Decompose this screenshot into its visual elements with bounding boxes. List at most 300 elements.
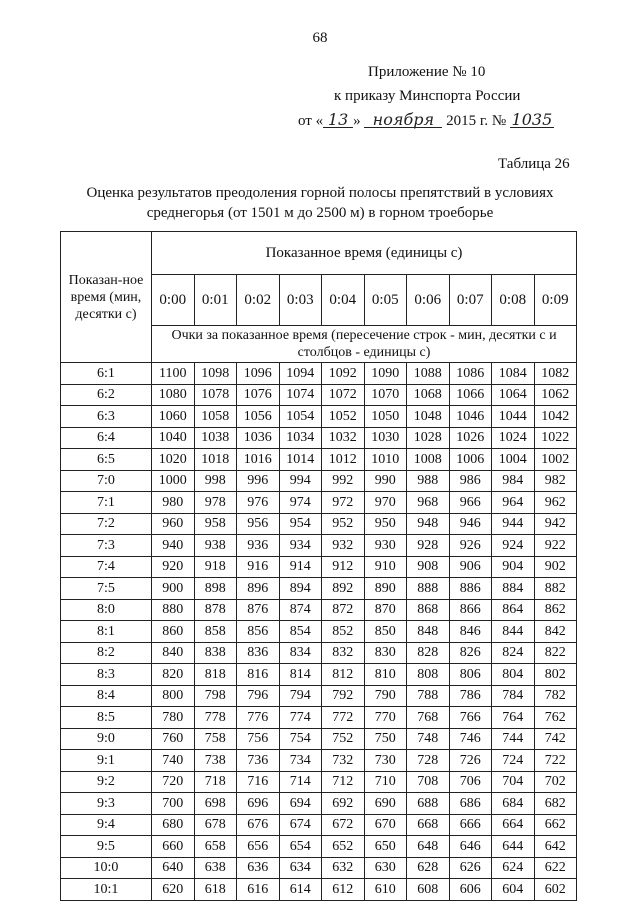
score-cell: 966 [449, 492, 492, 514]
score-cell: 1018 [194, 449, 237, 471]
score-cell: 1038 [194, 427, 237, 449]
score-cell: 806 [449, 664, 492, 686]
score-table [60, 231, 577, 901]
score-cell: 1014 [279, 449, 322, 471]
score-cell: 958 [194, 513, 237, 535]
score-cell: 816 [237, 664, 280, 686]
score-cell: 630 [364, 857, 407, 879]
score-cell: 846 [449, 621, 492, 643]
table-row [61, 406, 577, 428]
score-cell: 606 [449, 879, 492, 901]
score-cell: 1044 [492, 406, 535, 428]
score-cell: 956 [237, 513, 280, 535]
score-cell: 960 [152, 513, 195, 535]
score-cell: 820 [152, 664, 195, 686]
score-cell: 634 [279, 857, 322, 879]
score-cell: 804 [492, 664, 535, 686]
row-time-cell: 6:5 [61, 449, 152, 471]
score-cell: 862 [534, 599, 577, 621]
score-cell: 850 [364, 621, 407, 643]
score-cell: 740 [152, 750, 195, 772]
score-cell: 922 [534, 535, 577, 557]
table-row [61, 363, 577, 385]
table-row [61, 384, 577, 406]
score-cell: 656 [237, 836, 280, 858]
score-cell: 824 [492, 642, 535, 664]
row-time-cell: 7:5 [61, 578, 152, 600]
score-cell: 808 [407, 664, 450, 686]
table-label: Таблица 26 [498, 156, 570, 172]
score-cell: 1072 [322, 384, 365, 406]
score-cell: 984 [492, 470, 535, 492]
score-cell: 638 [194, 857, 237, 879]
score-cell: 822 [534, 642, 577, 664]
score-cell: 720 [152, 771, 195, 793]
score-cell: 890 [364, 578, 407, 600]
score-cell: 614 [279, 879, 322, 901]
score-cell: 912 [322, 556, 365, 578]
table-row [61, 492, 577, 514]
table-row [61, 836, 577, 858]
score-cell: 988 [407, 470, 450, 492]
row-time-cell: 6:1 [61, 363, 152, 385]
score-cell: 636 [237, 857, 280, 879]
table-row [61, 771, 577, 793]
score-cell: 954 [279, 513, 322, 535]
page-number: 68 [312, 30, 328, 46]
score-cell: 732 [322, 750, 365, 772]
score-cell: 968 [407, 492, 450, 514]
score-cell: 1042 [534, 406, 577, 428]
score-cell: 778 [194, 707, 237, 729]
score-cell: 1016 [237, 449, 280, 471]
score-cell: 932 [322, 535, 365, 557]
row-time-cell: 9:4 [61, 814, 152, 836]
row-time-cell: 7:2 [61, 513, 152, 535]
score-cell: 1024 [492, 427, 535, 449]
table-body [61, 363, 577, 901]
score-cell: 914 [279, 556, 322, 578]
score-cell: 924 [492, 535, 535, 557]
handwritten-number: 1035 [511, 110, 553, 129]
score-cell: 612 [322, 879, 365, 901]
score-cell: 1084 [492, 363, 535, 385]
score-cell: 654 [279, 836, 322, 858]
score-cell: 730 [364, 750, 407, 772]
score-cell: 690 [364, 793, 407, 815]
score-cell: 976 [237, 492, 280, 514]
score-cell: 680 [152, 814, 195, 836]
score-cell: 974 [279, 492, 322, 514]
score-cell: 1078 [194, 384, 237, 406]
score-cell: 684 [492, 793, 535, 815]
score-cell: 1068 [407, 384, 450, 406]
score-cell: 750 [364, 728, 407, 750]
score-cell: 896 [237, 578, 280, 600]
score-cell: 608 [407, 879, 450, 901]
score-cell: 1050 [364, 406, 407, 428]
row-time-cell: 8:1 [61, 621, 152, 643]
row-time-cell: 7:0 [61, 470, 152, 492]
score-cell: 718 [194, 771, 237, 793]
score-cell: 878 [194, 599, 237, 621]
score-cell: 894 [279, 578, 322, 600]
score-cell: 756 [237, 728, 280, 750]
score-cell: 1026 [449, 427, 492, 449]
score-cell: 888 [407, 578, 450, 600]
score-cell: 1034 [279, 427, 322, 449]
score-cell: 770 [364, 707, 407, 729]
score-cell: 664 [492, 814, 535, 836]
score-cell: 810 [364, 664, 407, 686]
score-cell: 906 [449, 556, 492, 578]
table-row [61, 513, 577, 535]
score-cell: 854 [279, 621, 322, 643]
score-cell: 688 [407, 793, 450, 815]
score-cell: 800 [152, 685, 195, 707]
score-cell: 994 [279, 470, 322, 492]
score-cell: 776 [237, 707, 280, 729]
score-cell: 786 [449, 685, 492, 707]
score-cell: 828 [407, 642, 450, 664]
score-cell: 826 [449, 642, 492, 664]
appendix-title: Приложение № 10 [368, 64, 486, 80]
score-cell: 866 [449, 599, 492, 621]
header-points: Очки за показанное время (пересечение строк - мин, десятки с и столбцов - единицы с) [152, 326, 577, 363]
score-cell: 1046 [449, 406, 492, 428]
score-cell: 872 [322, 599, 365, 621]
score-cell: 1032 [322, 427, 365, 449]
score-cell: 674 [279, 814, 322, 836]
table-row [61, 578, 577, 600]
score-cell: 682 [534, 793, 577, 815]
score-cell: 1086 [449, 363, 492, 385]
score-cell: 996 [237, 470, 280, 492]
table-row [61, 879, 577, 901]
score-cell: 886 [449, 578, 492, 600]
score-cell: 712 [322, 771, 365, 793]
score-cell: 702 [534, 771, 577, 793]
header-shown-time: Показан-ное время (мин, десятки с) [61, 232, 152, 363]
score-cell: 794 [279, 685, 322, 707]
row-time-cell: 8:0 [61, 599, 152, 621]
score-cell: 1002 [534, 449, 577, 471]
score-cell: 618 [194, 879, 237, 901]
score-cell: 930 [364, 535, 407, 557]
score-cell: 708 [407, 771, 450, 793]
score-cell: 940 [152, 535, 195, 557]
score-cell: 754 [279, 728, 322, 750]
score-cell: 710 [364, 771, 407, 793]
score-cell: 728 [407, 750, 450, 772]
row-time-cell: 10:1 [61, 879, 152, 901]
table-row [61, 750, 577, 772]
score-cell: 678 [194, 814, 237, 836]
score-cell: 982 [534, 470, 577, 492]
score-cell: 610 [364, 879, 407, 901]
row-time-cell: 10:0 [61, 857, 152, 879]
score-cell: 952 [322, 513, 365, 535]
score-cell: 814 [279, 664, 322, 686]
score-cell: 666 [449, 814, 492, 836]
score-cell: 892 [322, 578, 365, 600]
score-cell: 648 [407, 836, 450, 858]
table-caption: Оценка результатов преодоления горной полосы препятствий в условиях среднегорья (от 1501 м до 2500 м) в горном троеборье [86, 185, 554, 221]
score-cell: 1094 [279, 363, 322, 385]
score-cell: 1082 [534, 363, 577, 385]
table-row [61, 707, 577, 729]
score-cell: 1028 [407, 427, 450, 449]
score-cell: 980 [152, 492, 195, 514]
score-cell: 970 [364, 492, 407, 514]
score-cell: 788 [407, 685, 450, 707]
row-time-cell: 8:4 [61, 685, 152, 707]
score-cell: 852 [322, 621, 365, 643]
column-header: 0:06 [407, 275, 450, 326]
table-row [61, 599, 577, 621]
table-row [61, 793, 577, 815]
row-time-cell: 6:2 [61, 384, 152, 406]
score-cell: 668 [407, 814, 450, 836]
score-cell: 780 [152, 707, 195, 729]
score-cell: 1064 [492, 384, 535, 406]
row-time-cell: 8:3 [61, 664, 152, 686]
score-cell: 602 [534, 879, 577, 901]
score-cell: 904 [492, 556, 535, 578]
score-cell: 864 [492, 599, 535, 621]
appendix-date-line [0, 112, 640, 130]
score-cell: 934 [279, 535, 322, 557]
score-cell: 616 [237, 879, 280, 901]
score-cell: 844 [492, 621, 535, 643]
column-header: 0:04 [322, 275, 365, 326]
score-cell: 838 [194, 642, 237, 664]
score-cell: 642 [534, 836, 577, 858]
row-time-cell: 9:0 [61, 728, 152, 750]
score-cell: 696 [237, 793, 280, 815]
column-header: 0:08 [492, 275, 535, 326]
score-cell: 1020 [152, 449, 195, 471]
score-cell: 1030 [364, 427, 407, 449]
score-cell: 764 [492, 707, 535, 729]
score-cell: 738 [194, 750, 237, 772]
date-quote: » [353, 113, 361, 129]
score-cell: 1058 [194, 406, 237, 428]
score-cell: 1074 [279, 384, 322, 406]
score-cell: 652 [322, 836, 365, 858]
score-cell: 832 [322, 642, 365, 664]
score-cell: 1100 [152, 363, 195, 385]
score-cell: 834 [279, 642, 322, 664]
date-prefix: от « [298, 113, 324, 129]
score-cell: 1060 [152, 406, 195, 428]
score-cell: 784 [492, 685, 535, 707]
score-cell: 1092 [322, 363, 365, 385]
score-cell: 920 [152, 556, 195, 578]
column-header: 0:07 [449, 275, 492, 326]
score-cell: 626 [449, 857, 492, 879]
score-cell: 700 [152, 793, 195, 815]
row-time-cell: 9:1 [61, 750, 152, 772]
handwritten-month: ноября [364, 112, 442, 128]
score-cell: 842 [534, 621, 577, 643]
row-time-cell: 8:2 [61, 642, 152, 664]
score-cell: 726 [449, 750, 492, 772]
score-cell: 978 [194, 492, 237, 514]
score-cell: 874 [279, 599, 322, 621]
table-row [61, 621, 577, 643]
score-cell: 928 [407, 535, 450, 557]
score-cell: 672 [322, 814, 365, 836]
row-time-cell: 6:3 [61, 406, 152, 428]
score-cell: 716 [237, 771, 280, 793]
score-cell: 1052 [322, 406, 365, 428]
date-year: 2015 г. № [446, 113, 507, 129]
score-cell: 736 [237, 750, 280, 772]
score-cell: 704 [492, 771, 535, 793]
table-row [61, 728, 577, 750]
score-cell: 992 [322, 470, 365, 492]
score-cell: 782 [534, 685, 577, 707]
score-cell: 1040 [152, 427, 195, 449]
score-cell: 1076 [237, 384, 280, 406]
score-cell: 1036 [237, 427, 280, 449]
score-cell: 1066 [449, 384, 492, 406]
handwritten-day: 13 [323, 112, 353, 128]
score-cell: 898 [194, 578, 237, 600]
score-cell: 658 [194, 836, 237, 858]
score-cell: 724 [492, 750, 535, 772]
score-cell: 946 [449, 513, 492, 535]
score-cell: 990 [364, 470, 407, 492]
table-row [61, 449, 577, 471]
appendix-order: к приказу Минспорта России [334, 88, 521, 104]
score-cell: 744 [492, 728, 535, 750]
score-cell: 644 [492, 836, 535, 858]
score-cell: 1000 [152, 470, 195, 492]
score-cell: 884 [492, 578, 535, 600]
score-cell: 880 [152, 599, 195, 621]
score-cell: 926 [449, 535, 492, 557]
score-cell: 836 [237, 642, 280, 664]
column-header: 0:00 [152, 275, 195, 326]
score-cell: 848 [407, 621, 450, 643]
score-cell: 858 [194, 621, 237, 643]
score-cell: 762 [534, 707, 577, 729]
score-cell: 790 [364, 685, 407, 707]
score-cell: 650 [364, 836, 407, 858]
table-row [61, 685, 577, 707]
score-cell: 870 [364, 599, 407, 621]
score-cell: 1090 [364, 363, 407, 385]
score-cell: 962 [534, 492, 577, 514]
score-cell: 910 [364, 556, 407, 578]
score-cell: 748 [407, 728, 450, 750]
score-cell: 998 [194, 470, 237, 492]
score-cell: 938 [194, 535, 237, 557]
column-header: 0:02 [237, 275, 280, 326]
score-cell: 692 [322, 793, 365, 815]
row-time-cell: 7:1 [61, 492, 152, 514]
score-cell: 1006 [449, 449, 492, 471]
score-cell: 950 [364, 513, 407, 535]
table-row [61, 427, 577, 449]
score-cell: 840 [152, 642, 195, 664]
score-cell: 830 [364, 642, 407, 664]
score-cell: 902 [534, 556, 577, 578]
score-cell: 964 [492, 492, 535, 514]
score-cell: 1022 [534, 427, 577, 449]
row-time-cell: 6:4 [61, 427, 152, 449]
score-cell: 706 [449, 771, 492, 793]
score-cell: 1012 [322, 449, 365, 471]
score-cell: 986 [449, 470, 492, 492]
score-cell: 766 [449, 707, 492, 729]
score-cell: 746 [449, 728, 492, 750]
score-cell: 796 [237, 685, 280, 707]
score-cell: 1070 [364, 384, 407, 406]
column-header: 0:09 [534, 275, 577, 326]
score-cell: 972 [322, 492, 365, 514]
score-cell: 1080 [152, 384, 195, 406]
table-row [61, 664, 577, 686]
score-cell: 798 [194, 685, 237, 707]
column-header: 0:01 [194, 275, 237, 326]
score-cell: 1056 [237, 406, 280, 428]
score-cell: 698 [194, 793, 237, 815]
score-cell: 812 [322, 664, 365, 686]
score-cell: 624 [492, 857, 535, 879]
score-cell: 772 [322, 707, 365, 729]
score-cell: 868 [407, 599, 450, 621]
score-cell: 604 [492, 879, 535, 901]
score-cell: 758 [194, 728, 237, 750]
row-time-cell: 9:2 [61, 771, 152, 793]
score-cell: 768 [407, 707, 450, 729]
table-row [61, 857, 577, 879]
score-cell: 694 [279, 793, 322, 815]
score-cell: 632 [322, 857, 365, 879]
column-header: 0:03 [279, 275, 322, 326]
score-cell: 1004 [492, 449, 535, 471]
score-cell: 734 [279, 750, 322, 772]
table-row [61, 642, 577, 664]
header-units-seconds: Показанное время (единицы с) [152, 232, 577, 275]
score-cell: 860 [152, 621, 195, 643]
score-cell: 760 [152, 728, 195, 750]
score-cell: 942 [534, 513, 577, 535]
score-cell: 802 [534, 664, 577, 686]
score-cell: 1096 [237, 363, 280, 385]
score-cell: 722 [534, 750, 577, 772]
score-cell: 1062 [534, 384, 577, 406]
score-cell: 936 [237, 535, 280, 557]
score-cell: 752 [322, 728, 365, 750]
score-cell: 1048 [407, 406, 450, 428]
score-cell: 662 [534, 814, 577, 836]
table-row [61, 535, 577, 557]
score-cell: 1098 [194, 363, 237, 385]
score-cell: 640 [152, 857, 195, 879]
score-cell: 686 [449, 793, 492, 815]
score-cell: 620 [152, 879, 195, 901]
score-cell: 882 [534, 578, 577, 600]
column-header: 0:05 [364, 275, 407, 326]
score-cell: 918 [194, 556, 237, 578]
score-cell: 856 [237, 621, 280, 643]
row-time-cell: 8:5 [61, 707, 152, 729]
row-time-cell: 7:3 [61, 535, 152, 557]
